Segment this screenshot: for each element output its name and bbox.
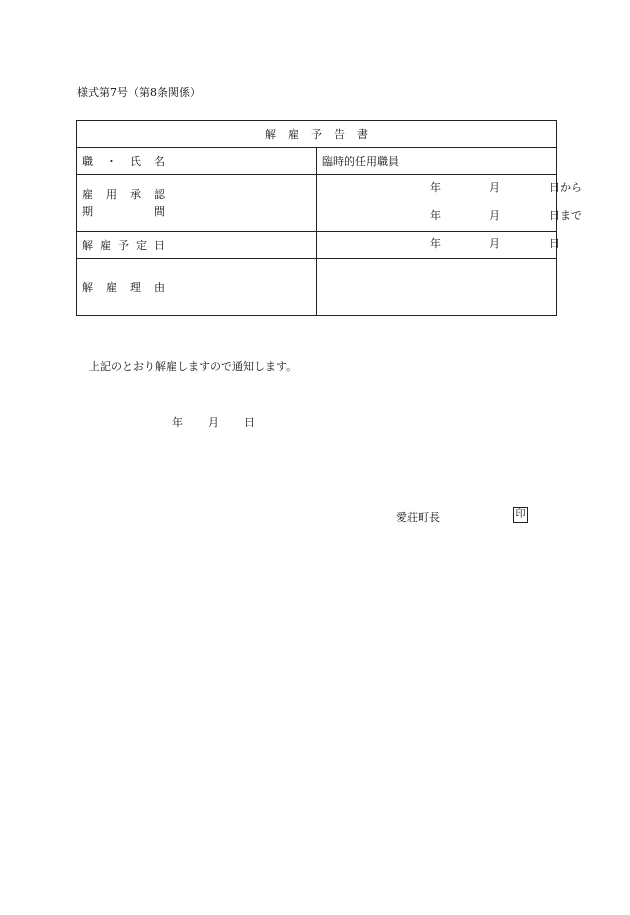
table-title-row [77,121,557,148]
issue-date [0,414,630,428]
label-char: 雇 [82,188,93,201]
label-char: ・ [106,154,117,168]
period-label [82,189,311,217]
period-dates [317,181,582,224]
label-char: 認 [154,188,165,201]
name-label [82,156,165,167]
table-title-cell [77,121,557,148]
period-label-line-2 [82,206,165,217]
dismissal-year-unit: 年 [430,237,441,250]
name-label-cell [77,148,317,175]
period-label-line-1 [82,189,165,200]
from-month-unit: 月 [489,181,500,194]
issuer-name: 愛荘町長 [396,511,440,524]
label-char: 期 [82,205,93,218]
label-char: 名 [154,154,165,168]
label-char: 解 [82,238,93,252]
table-title: 解雇予告書 [265,127,380,141]
label-char: 理 [130,280,141,294]
to-day-unit: 日まで [549,209,582,222]
from-year-unit: 年 [430,181,441,194]
name-row [77,148,557,175]
period-value-cell [317,175,582,232]
period-from-date [317,181,582,196]
label-char: 職 [82,154,93,168]
dismissal-day-unit: 日 [549,237,560,250]
label-char: 定 [136,238,147,252]
issue-month-unit: 月 [208,416,219,429]
period-label-cell [77,175,317,232]
dismissal-date-label-cell [77,232,317,259]
seal-mark: 印 [513,507,528,523]
label-char: 日 [154,238,165,252]
reason-label-cell [77,259,317,316]
dismissal-notice-table [76,120,582,316]
dismissal-date-value-cell [317,232,560,259]
to-year-unit: 年 [430,209,441,222]
reason-value [317,259,557,316]
dismissal-date [317,237,560,252]
label-char: 用 [106,188,117,201]
name-value: 臨時的任用職員 [317,148,557,175]
form-number: 様式第7号（第8条関係） [77,86,201,99]
dismissal-date-label [82,240,165,251]
employment-period-row [77,175,557,232]
label-char: 氏 [130,154,141,168]
label-char: 承 [130,188,141,201]
to-month-unit: 月 [489,209,500,222]
issue-day-unit: 日 [244,416,255,429]
reason-label [82,282,165,293]
period-to-date [317,209,582,224]
from-day-unit: 日から [549,181,582,194]
label-char: 予 [118,238,129,252]
dismissal-reason-row [77,259,557,316]
dismissal-month-unit: 月 [489,237,500,250]
notice-statement: 上記のとおり解雇しますので通知します。 [89,360,298,373]
label-char: 間 [154,205,165,218]
label-char: 解 [82,280,93,294]
dismissal-date-row [77,232,557,259]
label-char: 由 [154,280,165,294]
label-char: 雇 [100,238,111,252]
label-char: 雇 [106,280,117,294]
issue-year-unit: 年 [172,416,183,429]
